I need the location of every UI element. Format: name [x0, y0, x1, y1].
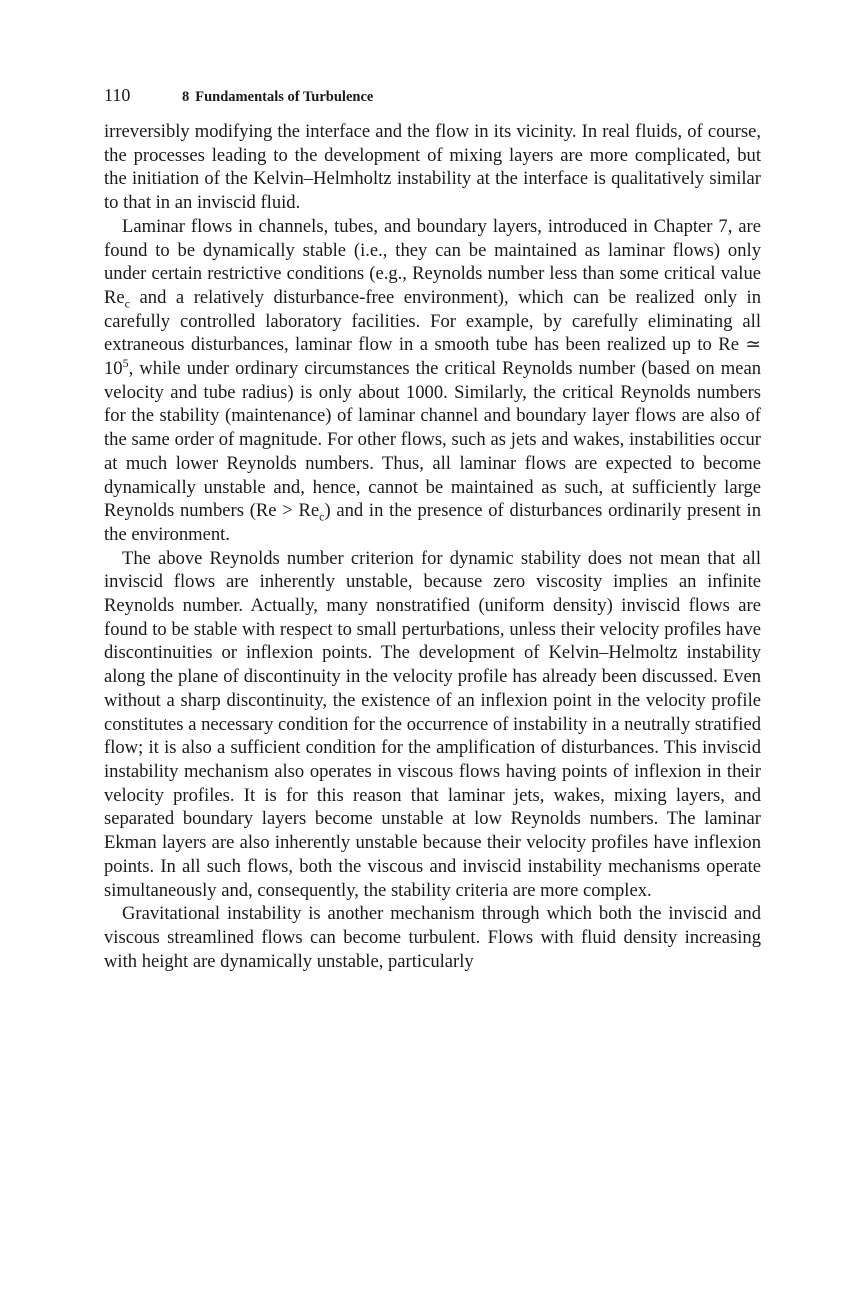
paragraph-continued: [104, 120, 761, 215]
paragraph-text: Gravitational instability is another mechanism through which both the inviscid and viscous streamlined flows can become turbulent. Flows with fluid density increasing with height are dynamically unstable, particularly: [104, 903, 761, 972]
subscript-c: c: [124, 296, 130, 311]
paragraph-text: ) and in the presence of disturbances ordinarily present in the environment.: [104, 500, 761, 545]
book-page: [104, 84, 761, 973]
paragraph-laminar-flows: [104, 215, 761, 547]
paragraph-text: , while under ordinary circumstances the critical Reynolds number (based on mean velocity and tube radius) is only about 1000. Similarly, the critical Reynolds numbers for the stability (maintenance) of laminar channel and boundary layer flows are also of the same order of magnitude. For other flows, such as jets and wakes, instabilities occur at much lower Reynolds numbers. Thus, all laminar flows are expected to become dynamically unstable and, hence, cannot be maintained as such, at sufficiently large Reynolds numbers (Re > Re: [104, 358, 761, 522]
paragraph-reynolds-criterion: [104, 547, 761, 903]
superscript-exponent: 5: [122, 355, 129, 370]
subscript-c: c: [319, 509, 325, 524]
paragraph-text: Laminar flows in channels, tubes, and boundary layers, introduced in Chapter 7, are found to be dynamically stable (i.e., they can be maintained as laminar flows) only under certain restrictive conditions (e.g., Reynolds number less than some critical value Re: [104, 215, 761, 308]
paragraph-text: The above Reynolds number criterion for dynamic stability does not mean that all inviscid flows are inherently unstable, because zero viscosity implies an infinite Reynolds number. Actually, many nonstratified (uniform density) inviscid flows are found to be stable with respect to small perturbations, unless their velocity profiles have discontinuities or inflexion points. The development of Kelvin–Helmoltz instability along the plane of discontinuity in the velocity profile has already been discussed. Even without a sharp discontinuity, the existence of an inflexion point in the velocity profile constitutes a necessary condition for the occurrence of instability in a neutrally stratified flow; it is also a sufficient condition for the amplification of disturbances. This inviscid instability mechanism also operates in viscous flows having points of inflexion in their velocity profiles. It is for this reason that laminar jets, wakes, mixing layers, and separated boundary layers become unstable at low Reynolds numbers. The laminar Ekman layers are also inherently unstable because their velocity profiles have inflexion points. In all such flows, both the viscous and inviscid instability mechanisms operate simultaneously and, consequently, the stability criteria are more complex.: [104, 547, 761, 901]
paragraph-text: irreversibly modifying the interface and the flow in its vicinity. In real fluids, of course, the processes leading to the development of mixing layers are more complicated, but the initiation of the Kelvin–Helmholtz instability at the interface is qualitatively similar to that in an inviscid fluid.: [104, 121, 761, 214]
page-number: 110: [104, 85, 131, 105]
paragraph-text: and a relatively disturbance-free environment), which can be realized only in carefully controlled laboratory facilities. For example, by carefully eliminating all extraneous disturbances, laminar flow in a smooth tube has been realized up to Re ≃ 10: [104, 286, 761, 380]
running-header: [104, 84, 761, 106]
paragraph-gravitational-instability: [104, 902, 761, 973]
chapter-number: 8: [182, 89, 190, 105]
chapter-title: Fundamentals of Turbulence: [195, 89, 374, 105]
